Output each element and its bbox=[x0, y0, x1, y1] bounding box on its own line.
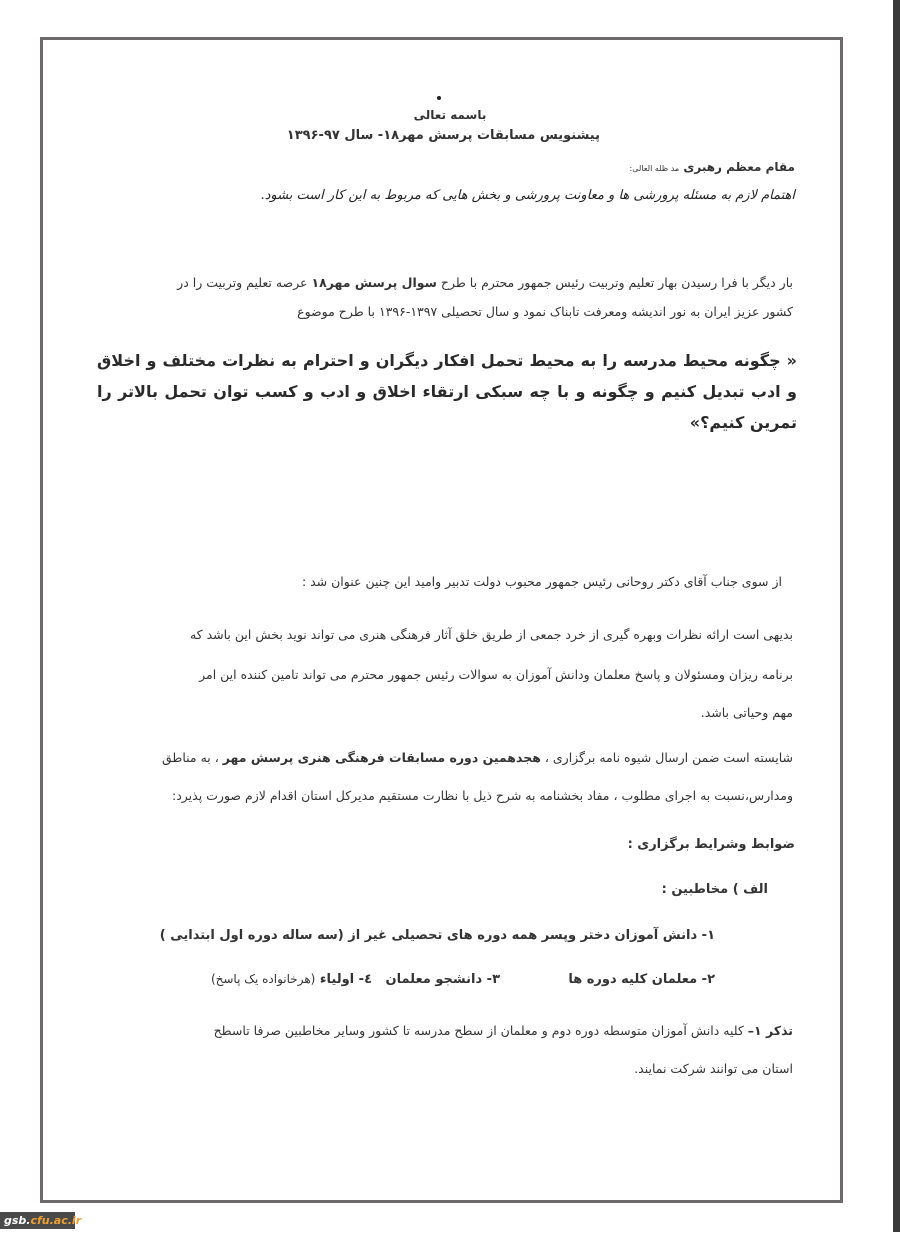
scan-edge-strip bbox=[893, 0, 900, 1232]
intro-line-1 bbox=[103, 275, 793, 290]
leader-label bbox=[630, 160, 795, 174]
announcement-text: شایسته است ضمن ارسال شیوه نامه برگزاری ، bbox=[544, 750, 793, 765]
intro-text: بار دیگر با فرا رسیدن بهار تعلیم وتربیت رئیس جمهور محترم با طرح bbox=[440, 275, 793, 290]
rules-subheading: الف ) مخاطبین : bbox=[661, 882, 768, 897]
announcement-line-2: ومدارس،نسبت به اجرای مطلوب ، مفاد بخشنامه به شرح ذیل با نظارت مستقیم مدیرکل استان اقدام لازم صورت پذیرد: bbox=[172, 788, 793, 803]
president-line: از سوی جناب آقای دکتر روحانی رئیس جمهور محبوب دولت تدبیر وامید این چنین عنوان شد : bbox=[301, 574, 782, 589]
note-text: کلیه دانش آموزان متوسطه دوره دوم و معلمان از سطح مدرسه تا کشور وسایر مخاطبین صرفا تاسطح bbox=[213, 1023, 744, 1038]
intro-bold-text: سوال پرسش مهر۱۸ bbox=[311, 275, 437, 290]
note-line-2: استان می توانند شرکت نمایند. bbox=[634, 1061, 793, 1076]
watermark-domain: cfu.ac.ir bbox=[30, 1214, 82, 1227]
audience-item-1: ۱- دانش آموزان دختر وپسر همه دوره های تحصیلی غیر از (سه ساله دوره اول ابتدایی ) bbox=[159, 928, 715, 943]
body-line-3: مهم وحیاتی باشد. bbox=[700, 705, 793, 720]
note-label: تذکر ۱– bbox=[747, 1023, 793, 1038]
question-quote: « چگونه محیط مدرسه را به محیط تحمل افکار دیگران و احترام به نظرات مختلف و اخلاق و ادب تبدیل کنیم و چگونه و با چه سبکی ارتقاء اخلاق و ادب و کسب توان تحمل بالاتر را تمرین کنیم؟» bbox=[97, 351, 797, 432]
audience-item-2: ۲- معلمان کلیه دوره ها bbox=[568, 972, 715, 987]
intro-text: عرصه تعلیم وتربیت را در bbox=[177, 275, 308, 290]
invocation-heading: باسمه تعالی bbox=[413, 108, 487, 122]
site-watermark bbox=[0, 1212, 82, 1229]
audience-item-4 bbox=[211, 972, 372, 987]
intro-line-2: کشور عزیز ایران به نور اندیشه ومعرفت تابناک نمود و سال تحصیلی ۱۳۹۷-۱۳۹۶ با طرح موضوع bbox=[297, 304, 793, 319]
document-title: پیشنویس مسابقات پرسش مهر۱۸- سال ۹۷-۱۳۹۶ bbox=[286, 128, 600, 143]
announcement-line-1 bbox=[103, 750, 793, 765]
announcement-bold-text: هجدهمین دوره مسابقات فرهنگی هنری پرسش مهر bbox=[222, 750, 541, 765]
audience-item-4-note: (هرخانواده یک پاسخ) bbox=[210, 972, 316, 986]
leader-honorific: مد ظله العالی: bbox=[629, 164, 680, 173]
audience-item-3: ۳- دانشجو معلمان bbox=[385, 972, 500, 987]
note-line-1 bbox=[103, 1023, 793, 1038]
body-line-2: برنامه ریزان ومسئولان و پاسخ معلمان ودانش آموزان به سوالات رئیس جمهور محترم می تواند تامین کننده این امر bbox=[199, 667, 793, 682]
leader-quote: اهتمام لازم به مسئله پرورشی ها و معاونت پرورشی و بخش هایی که مربوط به این کار است بشود. bbox=[260, 188, 795, 203]
announcement-text: ، به مناطق bbox=[161, 750, 219, 765]
rules-heading: ضوابط وشرایط برگزاری : bbox=[627, 837, 795, 852]
ink-dot bbox=[437, 96, 441, 100]
body-line-1: بدیهی است ارائه نظرات وبهره گیری از خرد جمعی از طریق خلق آثار فرهنگی هنری می تواند نوید بخش این باشد که bbox=[189, 627, 793, 642]
audience-item-4-label: ٤- اولیاء bbox=[319, 972, 372, 987]
watermark-prefix: gsb. bbox=[4, 1214, 31, 1227]
leader-name: مقام معظم رهبری bbox=[683, 160, 795, 174]
